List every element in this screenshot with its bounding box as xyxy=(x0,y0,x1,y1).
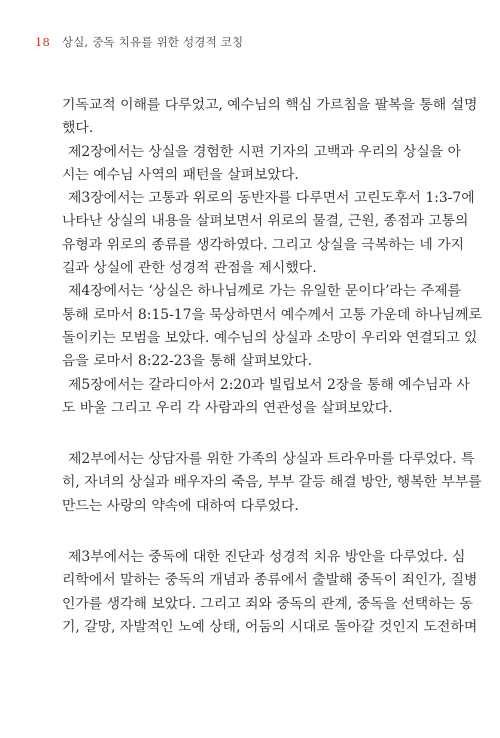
text-line: 인가를 생각해 보았다. 그리고 죄와 중독의 관계, 중독을 선택하는 동 xyxy=(62,595,473,612)
text-line: 기, 갈망, 자발적인 노예 상태, 어둠의 시대로 돌아갈 것인지 도전하며 xyxy=(62,618,478,635)
text-line: 만드는 사랑의 약속에 대하여 다루었다. xyxy=(62,497,299,514)
text-line: 제5장에서는 갈라디아서 2:20과 빌립보서 2장을 통해 예수님과 사 xyxy=(68,376,470,393)
text-line: 도 바울 그리고 우리 각 사람과의 연관성을 살펴보았다. xyxy=(62,399,393,416)
text-line: 시는 예수님 사역의 패턴을 살펴보았다. xyxy=(62,166,299,183)
text-line: 히, 자녀의 상실과 배우자의 죽음, 부부 갈등 해결 방안, 행복한 부부를 xyxy=(62,474,482,491)
text-line: 제4장에서는 ‘상실은 하나님께로 가는 유일한 문이다’라는 주제를 xyxy=(68,283,462,300)
text-line: 길과 상실에 관한 성경적 관점을 제시했다. xyxy=(62,260,317,277)
running-title: 상실, 중독 치유를 위한 성경적 코칭 xyxy=(61,35,244,49)
text-line: 제2장에서는 상실을 경험한 시편 기자의 고백과 우리의 상실을 아 xyxy=(68,143,462,160)
text-line: 기독교적 이해를 다루었고, 예수님의 핵심 가르침을 팔복을 통해 설명 xyxy=(62,97,478,113)
text-line: 했다. xyxy=(62,120,94,137)
page-number: 18 xyxy=(35,35,51,49)
text-line: 리학에서 말하는 중독의 개념과 종류에서 출발해 중독이 죄인가, 질병 xyxy=(62,572,478,589)
text-line: 나타난 상실의 내용을 살펴보면서 위로의 물결, 근원, 종점과 고통의 xyxy=(62,213,469,230)
text-line: 통해 로마서 8:15-17을 묵상하면서 예수께서 고통 가운데 하나님께로 xyxy=(62,306,482,323)
text-line: 유형과 위로의 종류를 생각하였다. 그리고 상실을 극복하는 네 가지 xyxy=(62,236,465,253)
text-line: 음을 로마서 8:22-23을 통해 살펴보았다. xyxy=(62,353,313,370)
text-line: 돌이키는 모범을 보았다. 예수님의 상실과 소망이 우리와 연결되고 있 xyxy=(62,329,478,346)
body-text xyxy=(62,94,482,639)
text-line: 제2부에서는 상담자를 위한 가족의 상실과 트라우마를 다루었다. 특 xyxy=(68,451,475,468)
running-header xyxy=(35,34,243,50)
text-line: 제3부에서는 중독에 대한 진단과 성경적 치유 방안을 다루었다. 심 xyxy=(68,548,466,565)
text-line: 제3장에서는 고통과 위로의 동반자를 다루면서 고린도후서 1:3-7에 xyxy=(68,190,475,207)
